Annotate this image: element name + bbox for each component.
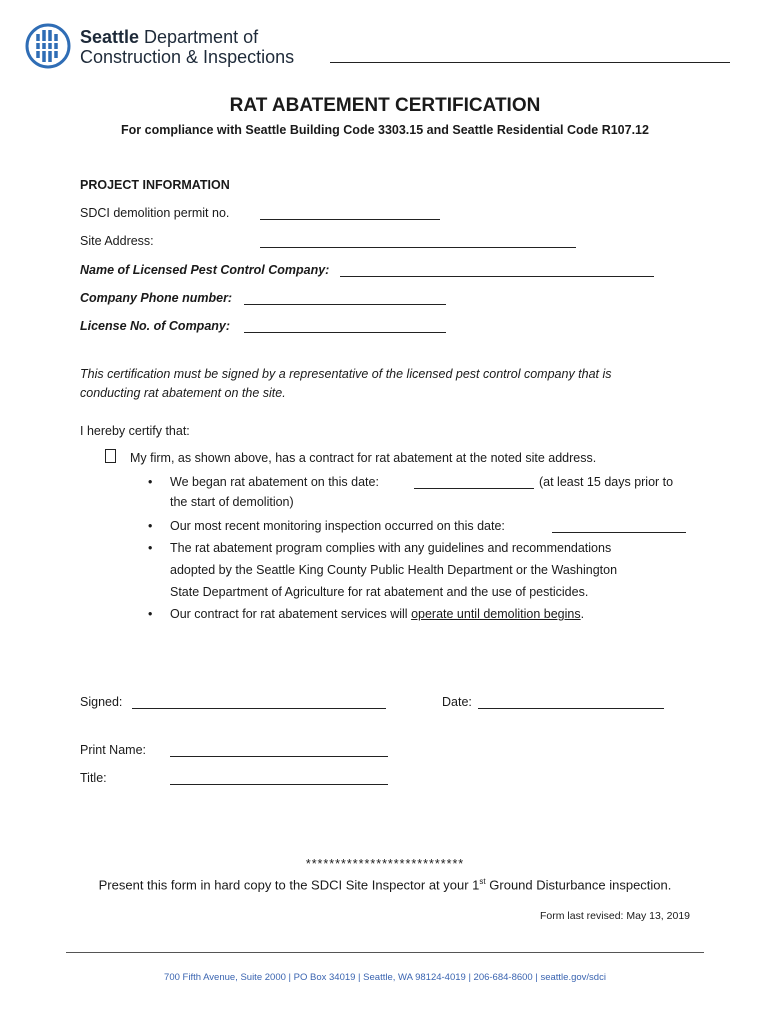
bullet-dot: • — [148, 519, 153, 533]
seattle-logo — [24, 22, 72, 70]
bullet-guidelines — [148, 541, 730, 555]
monitoring-date-field[interactable] — [552, 532, 686, 533]
bullet-contract — [148, 607, 730, 621]
bullet-3-line-1: The rat abatement program complies with any guidelines and recommendations — [170, 541, 612, 555]
date-field[interactable] — [478, 708, 664, 709]
title-field[interactable] — [170, 784, 388, 785]
bullet-dot: • — [148, 475, 153, 489]
logo-line1-bold: Seattle — [80, 27, 140, 47]
bullet-abatement-start — [148, 475, 730, 489]
page-subtitle: For compliance with Seattle Building Code 3303.15 and Seattle Residential Code R107.12 — [121, 123, 649, 137]
logo-line1-rest: Department of — [139, 27, 259, 47]
bullet-4-text: Our contract for rat abatement services will — [170, 607, 412, 621]
footer-contact: 700 Fifth Avenue, Suite 2000 | PO Box 34019 | Seattle, WA 98124-4019 | 206-684-8600 | seattle.gov/sdci — [164, 972, 606, 983]
bullet-dot: • — [148, 541, 153, 555]
checkbox-text: My firm, as shown above, has a contract for rat abatement at the noted site address. — [130, 451, 597, 465]
bullet-3-line-2: adopted by the Seattle King County Public Health Department or the Washington — [170, 563, 618, 577]
bullet-1-text-c: the start of demolition) — [170, 495, 294, 509]
present-instruction — [0, 877, 770, 892]
revision-date: Form last revised: May 13, 2019 — [540, 910, 690, 922]
phone-label: Company Phone number: — [80, 291, 233, 305]
bullet-3-line-3: State Department of Agriculture for rat abatement and the use of pesticides. — [170, 585, 589, 599]
license-label: License No. of Company: — [80, 319, 231, 333]
department-name — [80, 27, 294, 67]
address-label: Site Address: — [80, 234, 154, 248]
license-field[interactable] — [244, 332, 446, 333]
header-rule — [330, 62, 730, 63]
logo-line2: Construction & Inspections — [80, 47, 295, 67]
footer-rule — [66, 952, 704, 953]
bullet-1-text-b: (at least 15 days prior to — [539, 475, 674, 489]
star-divider: *************************** — [305, 857, 465, 871]
bullet-4-end: . — [580, 607, 585, 621]
seattle-logo-icon — [24, 22, 72, 70]
project-heading: PROJECT INFORMATION — [80, 178, 230, 192]
notice-line-2: conducting rat abatement on the site. — [80, 386, 286, 400]
certify-intro: I hereby certify that: — [80, 424, 190, 438]
date-label: Date: — [442, 695, 472, 709]
print-name-label: Print Name: — [80, 743, 146, 757]
present-text-a: Present this form in hard copy to the SDCI Site Inspector at your 1 — [98, 877, 480, 893]
bullet-2-text: Our most recent monitoring inspection occurred on this date: — [170, 519, 505, 533]
page-title: RAT ABATEMENT CERTIFICATION — [229, 95, 541, 116]
title-label: Title: — [80, 771, 107, 785]
present-sup: st — [479, 877, 486, 886]
present-text-b: Ground Disturbance inspection. — [485, 877, 672, 893]
bullet-dot: • — [148, 607, 153, 621]
signed-field[interactable] — [132, 708, 386, 709]
address-field[interactable] — [260, 247, 576, 248]
permit-label: SDCI demolition permit no. — [80, 206, 230, 220]
notice-line-1: This certification must be signed by a representative of the licensed pest control company that is — [80, 367, 612, 381]
certify-checkbox[interactable] — [105, 449, 116, 463]
bullet-1-text-a: We began rat abatement on this date: — [170, 475, 379, 489]
abatement-date-field[interactable] — [414, 488, 534, 489]
company-field[interactable] — [340, 276, 654, 277]
company-label: Name of Licensed Pest Control Company: — [80, 263, 330, 277]
signed-label: Signed: — [80, 695, 123, 709]
print-name-field[interactable] — [170, 756, 388, 757]
phone-field[interactable] — [244, 304, 446, 305]
bullet-4-underlined: operate until demolition begins — [411, 607, 581, 621]
bullet-monitoring — [148, 519, 730, 533]
permit-field[interactable] — [260, 219, 440, 220]
